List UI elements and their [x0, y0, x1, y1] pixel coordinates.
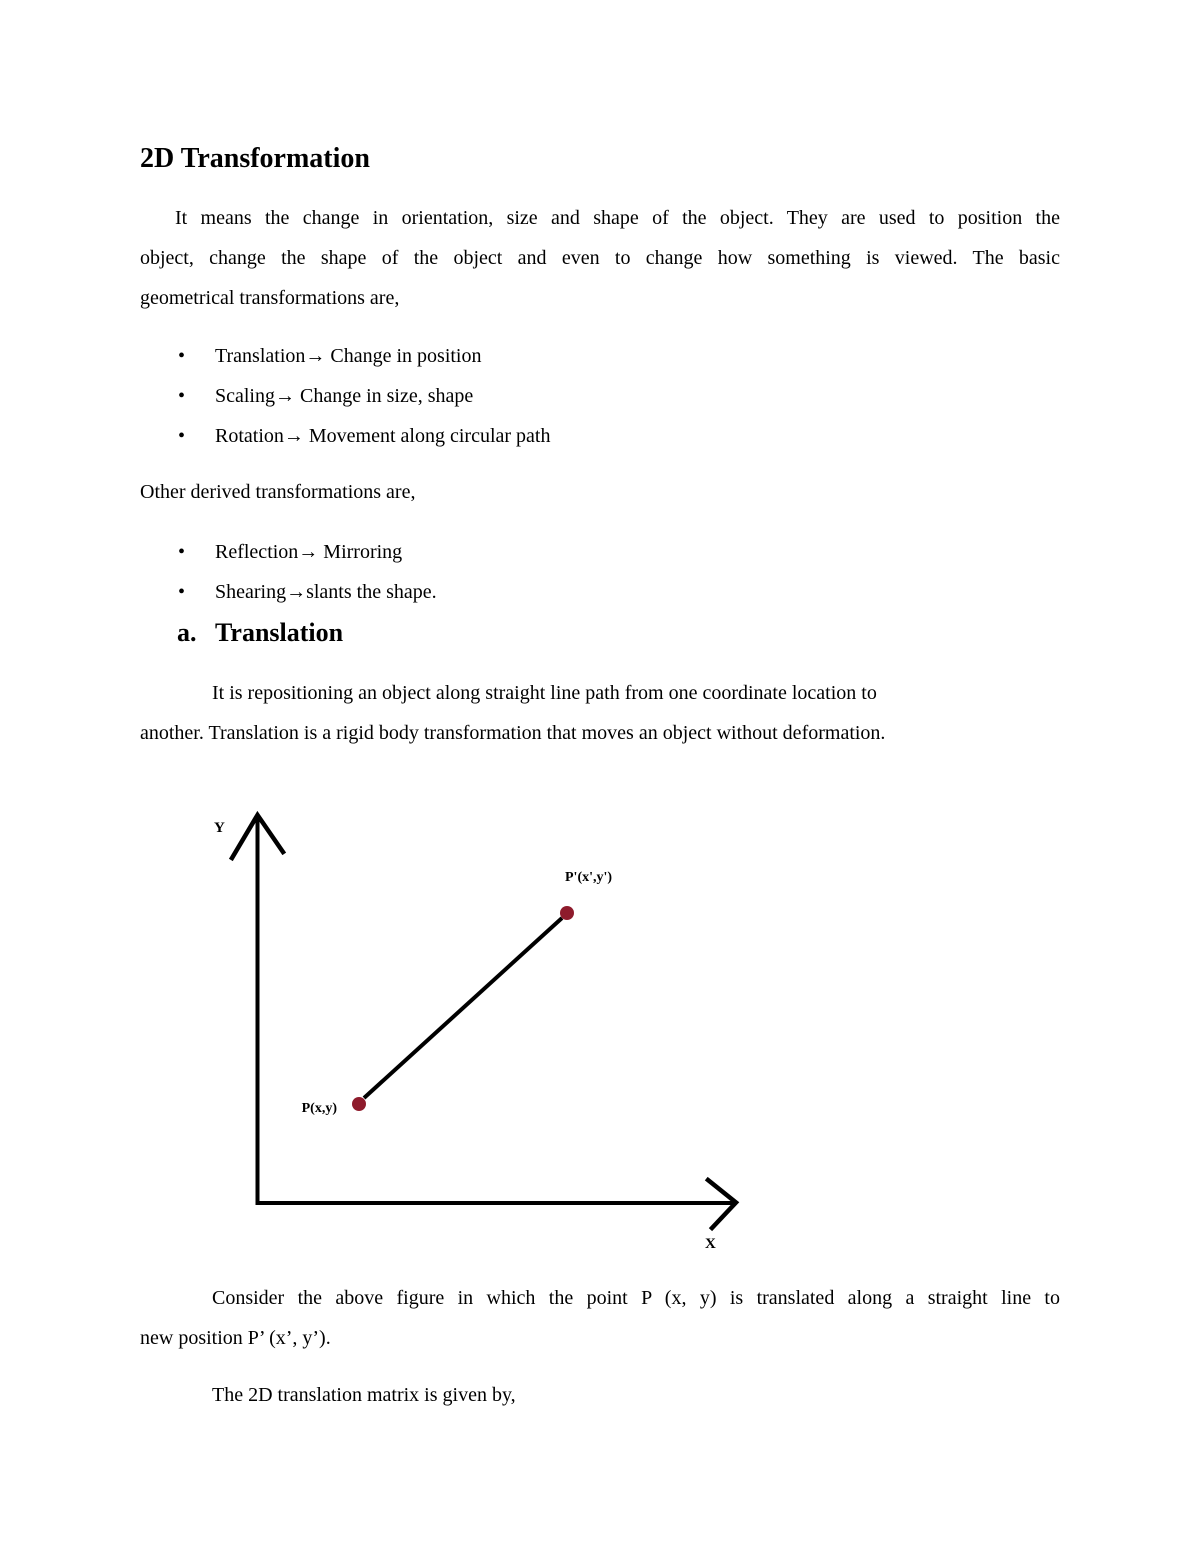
- translation-diagram: [200, 795, 760, 1260]
- section-marker: a.: [177, 618, 197, 647]
- closing-paragraph: [140, 1278, 1060, 1358]
- list-item: [140, 416, 1060, 456]
- bullet-icon: •: [178, 425, 186, 447]
- translation-diagram-svg: [200, 795, 760, 1260]
- list-item-label: Reflection→ Mirroring: [215, 541, 403, 563]
- matrix-intro-text: The 2D translation matrix is given by,: [212, 1384, 516, 1406]
- page-title: 2D Transformation: [140, 143, 370, 174]
- translation-path-line: [364, 918, 562, 1098]
- list-item-label: Translation→ Change in position: [215, 345, 482, 367]
- list-item: [140, 532, 1060, 572]
- translation-line-1: It is repositioning an object along straight line path from one coordinate location to: [212, 682, 877, 704]
- point-p-prime-label: P'(x',y'): [565, 870, 613, 885]
- derived-intro-text: Other derived transformations are,: [140, 481, 416, 503]
- closing-line-1: Consider the above figure in which the point P (x, y) is translated along a straight line to: [212, 1287, 1060, 1309]
- derived-transformations-list: [140, 532, 1060, 612]
- y-axis-label: Y: [214, 820, 225, 836]
- point-p-prime: [560, 906, 574, 920]
- x-axis-label: X: [705, 1236, 716, 1252]
- point-p-label: P(x,y): [301, 1101, 337, 1116]
- section-heading-label: Translation: [215, 618, 344, 647]
- point-p: [352, 1097, 366, 1111]
- intro-line-1: It means the change in orientation, size and shape of the object. They are used to position the: [175, 207, 1060, 229]
- bullet-icon: •: [178, 385, 186, 407]
- bullet-icon: •: [178, 345, 186, 367]
- closing-line-2: new position P’ (x’, y’).: [140, 1327, 331, 1349]
- list-item: [140, 572, 1060, 612]
- intro-line-2: object, change the shape of the object and even to change how something is viewed. The basic: [140, 247, 1060, 269]
- section-heading-translation: [140, 616, 1060, 650]
- translation-paragraph: [140, 673, 1060, 753]
- list-item-label: Rotation→ Movement along circular path: [215, 425, 551, 447]
- translation-line-2: another. Translation is a rigid body transformation that moves an object without deformation.: [140, 722, 886, 744]
- list-item: [140, 336, 1060, 376]
- list-item-label: Scaling→ Change in size, shape: [215, 385, 474, 407]
- list-item-label: Shearing→slants the shape.: [215, 581, 437, 603]
- bullet-icon: •: [178, 581, 186, 603]
- intro-paragraph: [140, 198, 1060, 318]
- intro-line-3: geometrical transformations are,: [140, 287, 400, 309]
- basic-transformations-list: [140, 336, 1060, 456]
- list-item: [140, 376, 1060, 416]
- bullet-icon: •: [178, 541, 186, 563]
